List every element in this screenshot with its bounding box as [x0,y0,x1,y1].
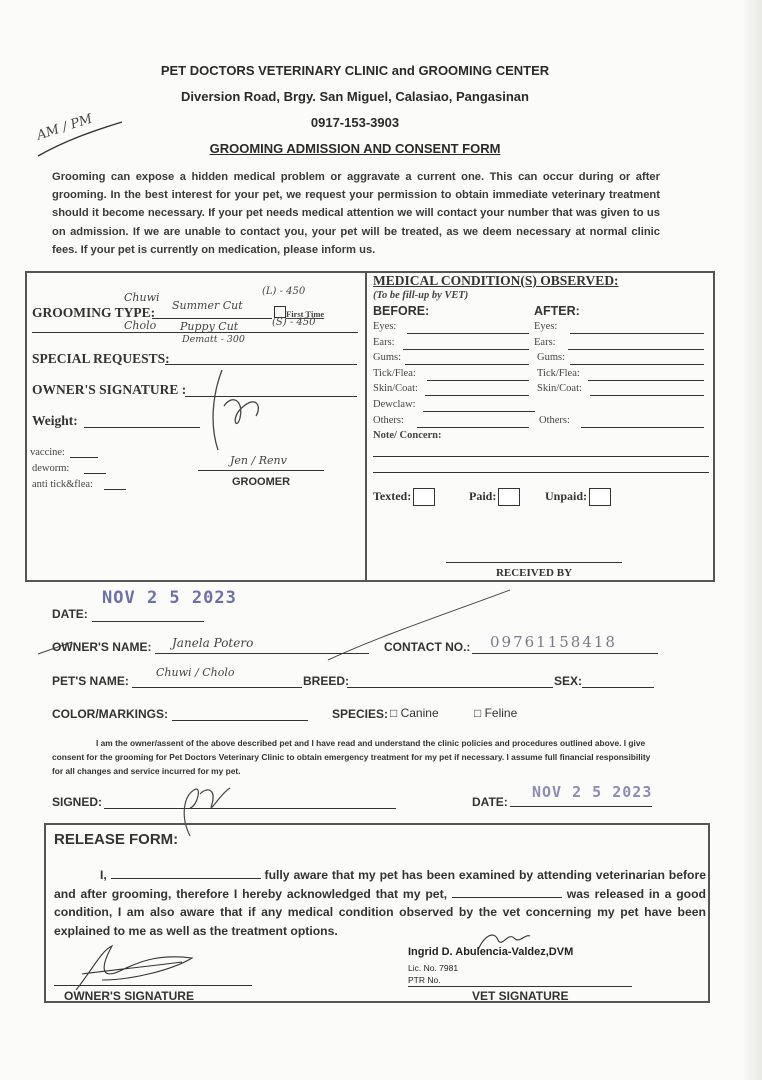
date-label: DATE: [52,607,88,621]
groomer-name: Jen / Renv [230,454,287,467]
antitick-label: anti tick&flea: [32,479,93,490]
after-row-label: Tick/Flea: [537,367,580,379]
species-label: SPECIES: [332,707,389,721]
weight-label: Weight: [32,413,78,428]
clinic-phone: 0917-153-3903 [310,115,400,130]
after-label: AFTER: [534,304,580,318]
before-row-label: Skin/Coat: [373,383,418,395]
pet1-name: Chuwi [124,291,160,304]
pet1-price: (L) - 450 [262,286,306,297]
owner-name-value: Janela Potero [172,636,254,650]
signed-label: SIGNED: [52,795,103,809]
vet-license: Lic. No. 7981 [408,963,459,973]
before-row-label: Tick/Flea: [373,367,416,379]
special-requests-label: SPECIAL REQUESTS: [32,351,170,366]
paper-edge [744,0,762,1080]
vet-name: Ingrid D. Abulencia-Valdez,DVM [408,946,574,958]
before-row-label: Dewclaw: [373,399,416,410]
signed-date-stamp: NOV 2 5 2023 [532,783,653,801]
pet2-name: Cholo [124,319,157,332]
clinic-name: PET DOCTORS VETERINARY CLINIC and GROOMING CENTER [160,63,550,78]
texted-field[interactable]: Texted: [373,488,435,506]
after-row-label: Ears: [534,336,556,348]
vet-ptr: PTR No. [408,975,441,985]
sex-label: SEX: [554,674,583,688]
owner-signature-label: OWNER'S SIGNATURE : [32,382,187,397]
after-row-label: Gums: [537,352,566,364]
received-by-label: RECEIVED BY [495,567,573,579]
before-row-label: Gums: [373,352,402,364]
deworm-label: deworm: [32,463,70,474]
clinic-address: Diversion Road, Brgy. San Miguel, Calasiao, Pangasinan [181,89,529,104]
signed-date-label: DATE: [472,795,508,809]
color-label: COLOR/MARKINGS: [52,707,168,721]
handwritten-stroke [36,120,126,160]
before-row-label: Eyes: [373,321,397,332]
unpaid-field[interactable]: Unpaid: [545,488,611,506]
pen-stroke [320,586,520,666]
release-title: RELEASE FORM: [54,831,179,848]
feline-checkbox[interactable]: □ [474,706,485,720]
paid-field[interactable]: Paid: [469,488,520,506]
vet-signature-label: VET SIGNATURE [472,989,569,1003]
canine-checkbox[interactable]: □ [390,706,401,720]
consent-paragraph: I am the owner/assent of the above described pet and I have read and understand the clinic policies and procedures outlined above. I give consent for the grooming for Pet Doctors Veterinary Clinic to obtain emergency treatment for my pet if necessary. I assume full financial responsibility for all changes and service incurred for my pet. [52,738,651,776]
medical-subtitle: (To be fill-up by VET) [373,290,469,301]
pet1-service: Summer Cut [172,299,243,312]
form-title: GROOMING ADMISSION AND CONSENT FORM [209,141,501,156]
pet2-service: Puppy Cut [180,320,239,333]
before-row-label: Ears: [373,336,395,348]
contact-label: CONTACT NO.: [384,640,471,654]
after-row-label: Others: [539,414,570,426]
groomer-label: GROOMER [231,476,291,488]
am-pm-note: AM / PM [35,111,95,144]
before-row-label: Others: [373,414,404,426]
contact-value: 09761158418 [490,633,617,651]
owner-name-label: OWNER'S NAME: [52,640,152,654]
first-time-label: First Time [286,309,325,319]
after-row-label: Eyes: [534,321,558,332]
pet-name-value: Chuwi / Cholo [156,666,235,679]
owner-signature-scribble [200,366,280,456]
medical-title: MEDICAL CONDITION(S) OBSERVED: [373,273,619,288]
pet2-price: (S) - 450 [272,317,316,328]
breed-label: BREED: [303,674,350,688]
release-paragraph: I, fully aware that my pet has been examined by attending veterinarian before and after grooming, therefore I hereby acknowledged that my pet, was released in a good condition, I am also aware that if any medical condition observed by the vet concerning my pet have been explained to me as well as the treatment options. [54,868,707,938]
after-row-label: Skin/Coat: [537,383,582,395]
pet-name-label: PET'S NAME: [52,674,129,688]
before-label: BEFORE: [373,304,430,318]
dematt-note: Dematt - 300 [182,334,245,345]
note-label: Note/ Concern: [373,430,442,441]
feline-option[interactable]: □ Feline [474,706,518,720]
vaccine-label: vaccine: [30,447,65,458]
canine-option[interactable]: □ Canine [390,706,439,720]
date-stamp: NOV 2 5 2023 [102,588,237,608]
box-divider [365,271,367,582]
owner-release-signature-label: OWNER'S SIGNATURE [64,989,194,1003]
intro-paragraph: Grooming can expose a hidden medical problem or aggravate a current one. This can occur during or after grooming. In the best interest for your pet, we request your permission to obtain immediate veterinary treatment should it become necessary. If your pet needs medical attention we will contact your number that was given to us on admission. If we are unable to contact you, your pet will be treated, as we deem necessary at normal clinic fees. If your pet is currently on medication, please inform us. [52,171,660,256]
grooming-type-label: GROOMING TYPE: [32,305,156,320]
